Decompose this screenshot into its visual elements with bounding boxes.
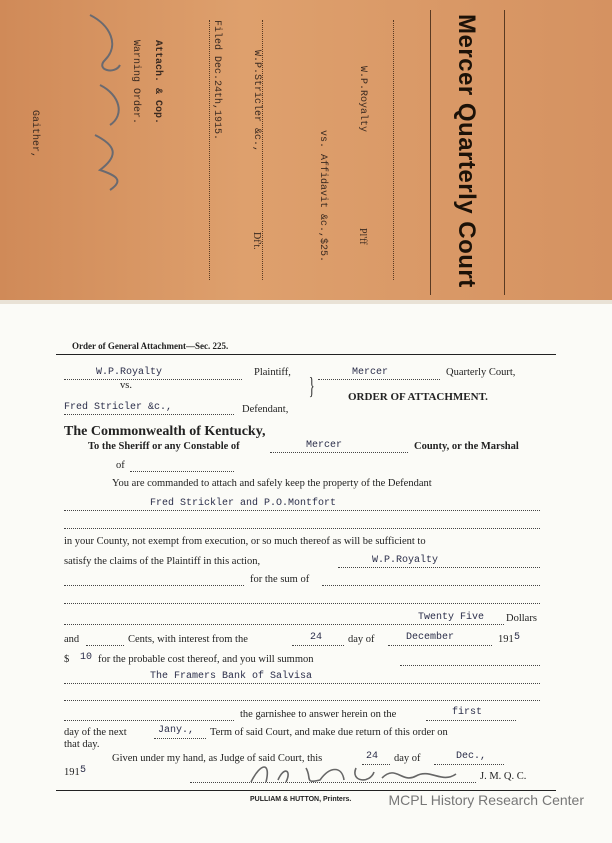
county-marshal: County, or the Marshal [414, 441, 519, 452]
day-value: 24 [310, 632, 323, 643]
first-value: first [452, 707, 483, 718]
blank-line-3 [64, 700, 540, 701]
judge-signature [246, 758, 476, 788]
summon-line [400, 665, 540, 666]
plaintiff-claim-value: W.P.Royalty [372, 555, 439, 566]
in-your-county: in your County, not exempt from execution, or so much thereof as will be sufficient to [64, 536, 426, 547]
dollar-sign: $ [64, 654, 70, 665]
garnishee-line-2 [64, 720, 234, 721]
month-value: December [406, 632, 455, 643]
probable-cost: for the probable cost thereof, and you will summon [98, 654, 314, 665]
cost-value: 10 [80, 652, 93, 663]
and-label: and [64, 634, 80, 645]
satisfy-text: satisfy the claims of the Plaintiff in this action, [64, 556, 261, 567]
back-deft-label: Df't. [251, 232, 262, 250]
given-year-digit: 5 [80, 765, 87, 776]
form-header: Order of General Attachment—Sec. 225. [72, 341, 229, 351]
dotted-line [209, 20, 210, 280]
term-text: Term of said Court, and make due return of this order on [210, 727, 448, 738]
commonwealth-heading: The Commonwealth of Kentucky, [64, 424, 266, 439]
county-line [270, 452, 408, 453]
day-of-label: day of [348, 634, 375, 645]
docket-back [0, 0, 612, 300]
footer-rule [56, 790, 556, 791]
term-month-value: Jany., [158, 725, 195, 736]
term-month-line [154, 738, 206, 739]
header-rule [56, 354, 556, 355]
defendant-full-value: Fred Strickler and P.O.Montfort [150, 498, 337, 509]
blank-line [64, 528, 540, 529]
to-sheriff: To the Sheriff or any Constable of [88, 441, 240, 452]
amount-line [64, 624, 504, 625]
given-day-of: day of [394, 753, 421, 764]
for-sum-line [64, 585, 244, 586]
first-line [426, 720, 516, 721]
rule-line [430, 10, 431, 295]
dollars-label: Dollars [506, 613, 537, 624]
dotted-line [393, 20, 394, 280]
plaintiff-label: Plaintiff, [254, 367, 291, 378]
back-vs-line: vs. Affidavit &c.,$25. [317, 130, 328, 263]
back-warning: Warning Order. [130, 40, 141, 125]
amount-value: Twenty Five [418, 612, 485, 623]
month-line [388, 645, 492, 646]
handwritten-signature [70, 5, 140, 195]
court-line [318, 379, 440, 380]
year-prefix: 191 [498, 634, 514, 645]
garnishee-line [64, 683, 540, 684]
cents-line [86, 645, 124, 646]
commanded-text: You are commanded to attach and safely keep the property of the Defendant [112, 478, 432, 489]
day-line [292, 645, 344, 646]
county-value: Mercer [306, 440, 343, 451]
defendant-line [64, 414, 234, 415]
back-gaither: Gaither, [29, 110, 40, 159]
back-defendant: W.P.Stricler &c., [251, 50, 262, 153]
caption-brace: } [308, 374, 315, 400]
back-attach: Attach. & Cop. [152, 40, 163, 125]
vs-label: vs. [120, 380, 132, 391]
court-value: Mercer [352, 367, 389, 378]
back-filed: Filed Dec.24th,1915. [211, 20, 222, 141]
of-label: of [116, 460, 125, 471]
dotted-line [262, 20, 263, 280]
plaintiff-value: W.P.Royalty [96, 367, 163, 378]
jmqc-label: J. M. Q. C. [480, 771, 527, 782]
given-year: 191 [64, 767, 80, 778]
back-plf-label: Pl'ff [357, 228, 368, 245]
blank-line-2 [64, 603, 540, 604]
court-label: Quarterly Court, [446, 367, 516, 378]
cents-interest: Cents, with interest from the [128, 634, 248, 645]
back-plaintiff: W.P.Royalty [357, 66, 368, 133]
order-title: ORDER OF ATTACHMENT. [348, 391, 488, 403]
year-digit: 5 [514, 632, 521, 643]
of-line [130, 471, 234, 472]
court-title: Mercer Quarterly Court [453, 14, 480, 288]
archive-caption: MCPL History Research Center [388, 792, 584, 808]
given-month-value: Dec., [456, 751, 487, 762]
garnishee-text: the garnishee to answer herein on the [240, 709, 397, 720]
that-day: that day. [64, 739, 100, 750]
given-day-value: 24 [366, 751, 379, 762]
for-sum-line-2 [322, 585, 540, 586]
rule-line [504, 10, 505, 295]
garnishee-value: The Framers Bank of Salvisa [150, 671, 313, 682]
plaintiff-line [64, 379, 242, 380]
defendant-full-line [64, 510, 540, 511]
day-next: day of the next [64, 727, 127, 738]
printer-credit: PULLIAM & HUTTON, Printers. [250, 796, 352, 803]
for-sum-text: for the sum of [250, 574, 310, 585]
defendant-value: Fred Stricler &c., [64, 402, 173, 413]
plaintiff-claim-line [338, 567, 540, 568]
defendant-label: Defendant, [242, 404, 289, 415]
given-text: Given under my hand, as Judge of said Court, this [112, 753, 323, 764]
page-fold [0, 300, 612, 304]
